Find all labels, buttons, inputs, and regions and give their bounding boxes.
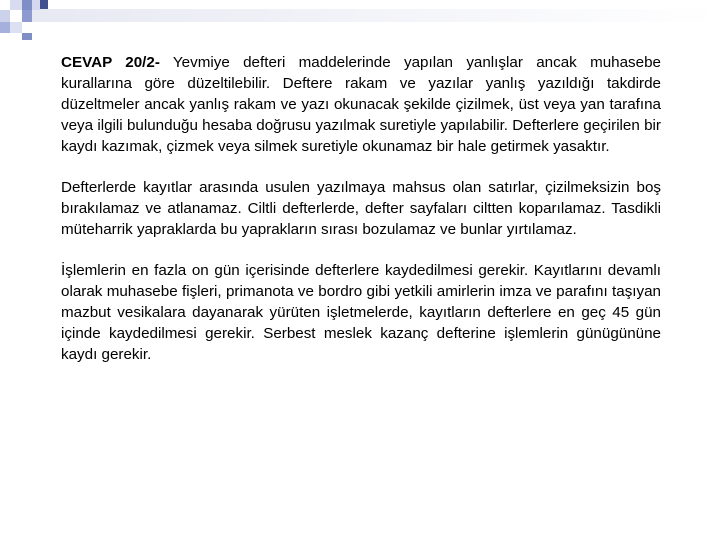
decor-square-blue-4 (22, 33, 32, 40)
decor-square-blue-3 (0, 22, 10, 33)
slide-body (61, 52, 661, 385)
answer-text: Yevmiye defteri maddelerinde yapılan yanlışlar ancak muhasebe kurallarına göre düzeltilebilir. Deftere rakam ve yazılar yanlış yazıldığı takdirde düzeltmeler ancak yanlış rakam ve yazı okunacak şekilde çizilmek, üst veya yan tarafına veya ilgili bulunduğu hesaba doğrusu yazılmak suretiyle yapılabilir. Defterlere geçirilen bir kaydı kazımak, çizmek veya silmek suretiyle okunamaz bir hale getirmek yasaktır. (61, 54, 661, 155)
decor-square-lavender-4 (10, 22, 22, 33)
decor-square-navy-1 (40, 0, 48, 9)
slide-header-decoration (0, 0, 720, 40)
decor-square-blue-1 (22, 0, 32, 10)
header-gradient-band (0, 9, 720, 22)
decor-square-lavender-3 (0, 10, 10, 22)
answer-label: CEVAP 20/2- (61, 54, 160, 71)
decor-square-white-1 (0, 0, 10, 10)
decor-square-lavender-1 (10, 0, 22, 10)
paragraph-answer (61, 52, 661, 157)
paragraph-record-rules: Defterlerde kayıtlar arasında usulen yazılmaya mahsus olan satırlar, çizilmeksizin boş bırakılamaz ve atlanamaz. Ciltli defterlerde, defter sayfaları ciltten koparılamaz. Tasdikli müteharrik yapraklarda bu yaprakların sırası bozulamaz ve bunlar yırtılamaz. (61, 179, 661, 238)
decor-square-blue-2 (22, 10, 32, 22)
decor-square-white-2 (10, 10, 22, 22)
decor-square-white-3 (22, 22, 32, 33)
paragraph-recording-deadline: İşlemlerin en fazla on gün içerisinde defterlere kaydedilmesi gerekir. Kayıtlarını devamlı olarak muhasebe fişleri, primanota ve bordro gibi yetkili amirlerin imza ve parafını taşıyan mazbut vesikalara dayanarak yürüten işletmelerde, kayıtların defterlere en geç 45 gün içinde kaydedilmesi gerekir. Serbest meslek kazanç defterine işlemlerin günügününe kaydı gerekir. (61, 262, 661, 363)
decor-square-lavender-2 (32, 0, 40, 10)
